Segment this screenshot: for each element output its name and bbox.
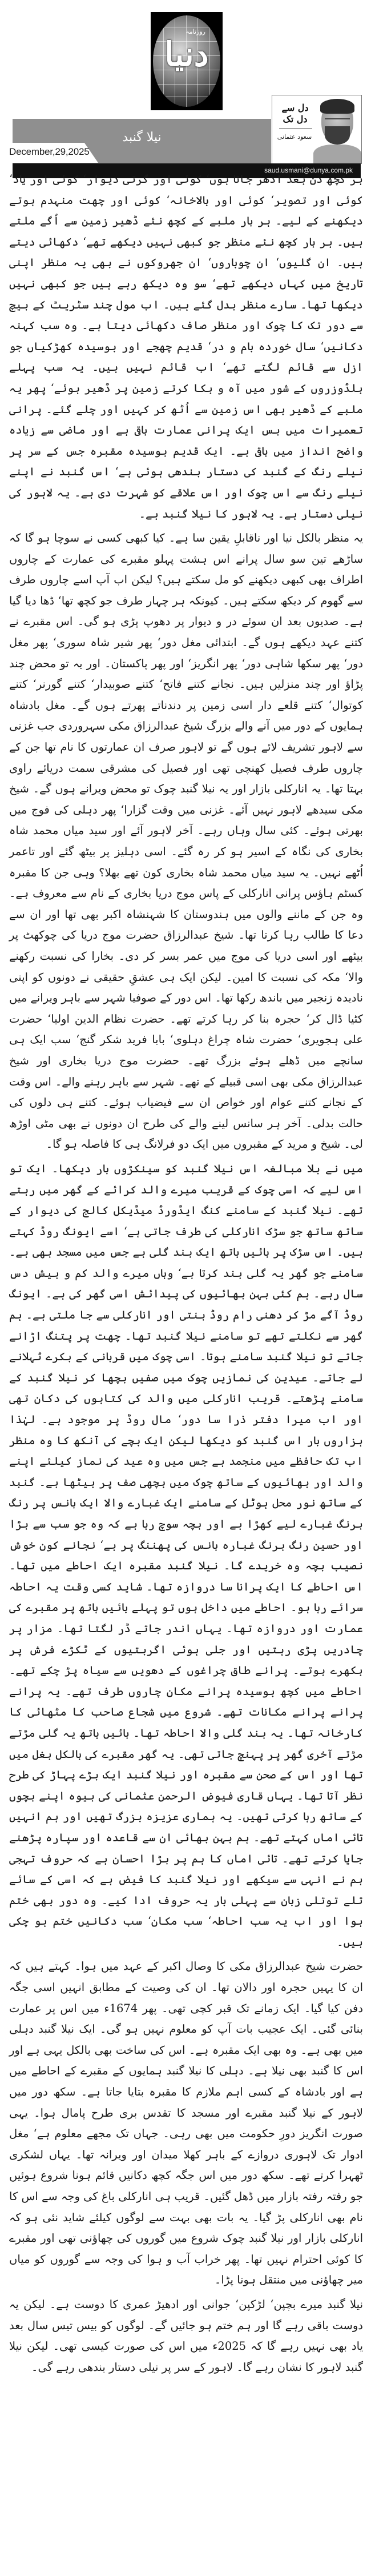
article-paragraph: نیلا گنبد میرے بچپن‘ لڑکپن‘ جوانی اور ادھیڑ عمری کا دوست ہے۔ لیکن یہ دوست باقی رہے گا اور ہم ختم ہو جائیں گے۔ لوگوں کو بیس تیس سال بعد یاد بھی نہیں رہے گا کہ 2025ء میں اس کی صورت کیسی تھی۔ لیکن نیلا گنبد لاہور کا نشان رہے گا۔ لاہور کے سر پر نیلی دستار بندھی رہے گی۔ <box>9 2297 363 2374</box>
column-title: نیلا گنبد <box>122 130 162 145</box>
author-photo-hair <box>320 99 354 114</box>
author-name: سعود عثمانی <box>277 133 312 141</box>
logo-wordmark: دنیا <box>164 35 209 74</box>
article-body <box>9 169 363 2381</box>
author-card <box>272 95 362 164</box>
article-paragraph: حضرت شیخ عبدالرزاق مکی کا وصال اکبر کے عہد میں ہوا۔ کہتے ہیں کہ ان کا یہیں حجرہ اور دالان تھا۔ ان کی وصیت کے مطابق انہیں اسی جگہ دفن کیا گیا۔ ایک زمانے تک قبر کچی تھی۔ پھر 1674ء میں اس پر عمارت بنائی گئی۔ ایک عجیب بات آپ کو معلوم نہیں ہو گی۔ ایک نیلا گنبد دہلی میں بھی ہے۔ وہ بھی ایک مقبرہ ہے۔ اس کی ساخت بھی بالکل یہی ہے اور اس کا گنبد بھی نیلا ہے۔ دہلی کا نیلا گنبد ہمایوں کے مقبرے کے احاطے میں ہے اور بادشاہ کے کسی اہم ملازم کا مقبرہ بتایا جاتا ہے۔ سکھ دور میں لاہور کے نیلا گنبد مقبرے اور مسجد کا تقدس بری طرح پامال ہوا۔ یہی صورت انگریز دورِ حکومت میں بھی رہی۔ جہاں تک مجھے معلوم ہے‘ مغل ادوار تک لاہوری دروازے کے باہر کھلا میدان اور ویرانہ تھا۔ یہاں لشکری ٹھہرا کرتے تھے۔ سکھ دور میں اس جگہ کچھ دکانیں قائم ہونا شروع ہوئیں جو رفتہ رفتہ بازار میں ڈھل گئیں۔ قریب ہی انارکلی باغ کی وجہ سے اس کا نام بھی انارکلی پڑ گیا۔ یہ بات بھی بہت سے لوگوں کیلئے شاید نئی ہو کہ انارکلی بازار اور نیلا گنبد چوک شروع میں گوروں کی چھاؤنی تھی اور مقبرے کا کوئی احترام نہیں تھا۔ پھر خراب آب و ہوا کی وجہ سے گوروں کو میاں میر چھاؤنی میں منتقل ہونا پڑا۔ <box>9 1960 364 2287</box>
author-photo-glasses <box>325 118 350 124</box>
newspaper-logo <box>151 12 223 110</box>
article-paragraph: میں نے بلا مبالغہ اس نیلا گنبد کو سینکڑوں بار دیکھا۔ ایک تو اس لیے کہ اسی چوک کے قریب میرے والد کرائے کے گھر میں رہتے تھے۔ نیلا گنبد کے سامنے کنگ ایڈورڈ میڈیکل کالج کی دیوار کے ساتھ ساتھ جو سڑک انارکلی کی طرف جاتی ہے‘ اسے ایونگ روڈ کہتے ہیں۔ اس سڑک پر بائیں ہاتھ ایک بند گلی ہے جس میں مسجد بھی ہے۔ سامنے جو گھر یہ گلی بند کرتا ہے‘ وہاں میرے والد کم و بیش دس سال رہے۔ ہم کئی بہن بھائیوں کی پیدائش اسی گھر کی ہے۔ ایونگ روڈ آگے مڑ کر دھنی رام روڈ بنتی اور انارکلی سے جا ملتی ہے۔ ہم گھر سے نکلتے تھے تو سامنے نیلا گنبد تھا۔ چھت پر پتنگ اڑانے جاتے تو نیلا گنبد سامنے ہوتا۔ اسی چوک میں قربانی کے بکرے ٹہلانے لے جاتے۔ عیدین کی نمازیں چوک میں صفیں بچھا کر نیلا گنبد کے سامنے پڑھتے۔ قریب انارکلی میں والد کی کتابوں کی دکان تھی اور اب میرا دفتر ذرا سا دور‘ مال روڈ پر موجود ہے۔ لہٰذا ہزاروں بار اس گنبد کو دیکھا لیکن ایک بچے کی آنکھ کا وہ منظر اب تک حافظے میں منجمد ہے جس میں وہ عید کی نماز کیلئے اپنے والد اور بھائیوں کے ساتھ چوک میں بچھی صف پر بیٹھا ہے۔ گنبد کے ساتھ نور محل ہوٹل کے سامنے ایک غبارے والا ایک بانس پر رنگ برنگ غبارے لیے کھڑا ہے اور بچہ سوچ رہا ہے کہ وہ جو سب سے بڑا اور حسین رنگ برنگ غبارہ بانس کی پھننگ پر ہے‘ نجانے کون خوش نصیب بچہ وہ خریدے گا۔ نیلا گنبد مقبرہ ایک احاطے میں تھا۔ اس احاطے کا ایک پرانا سا دروازہ تھا۔ شاید کسی وقت یہ احاطہ سرائے رہا ہو۔ احاطے میں داخل ہوں تو پہلے بائیں ہاتھ پر مقبرے کی عمارت اور دروازہ تھا۔ یہاں اندر جاتے ڈر لگتا تھا۔ مزار پر چادریں پڑی رہتیں اور جلی ہوئی اگربتیوں کے ٹکڑے فرش پر بکھرے ہوتے۔ پرانے طاق چراغوں کے دھویں سے سیاہ پڑ چکے تھے۔ احاطے میں کچھ بوسیدہ پرانے مکان چاروں طرف تھے۔ یہ پرانے پرانے پرانے مکانات تھے۔ شروع میں شجاع صاحب کا مٹھائی کا کارخانہ تھا۔ یہ بند گلی والا احاطہ تھا۔ بائیں ہاتھ یہ گلی مڑتے مڑتے آخری گھر پر پہنچ جاتی تھی۔ یہ گھر مقبرے کی بالکل بغل میں تھا اور اس کے صحن سے مقبرہ اور نیلا گنبد ایک بڑے پہاڑ کی طرح نظر آتا تھا۔ یہاں قاری فیوض الرحمن عثمانی کی بیوہ اپنے بچوں کے ساتھ رہا کرتی تھیں۔ یہ ہماری عزیزہ بزرگ تھیں اور ہم انہیں تائی اماں کہتے تھے۔ ہم بہن بھائی ان سے قاعدہ اور سپارہ پڑھنے جایا کرتے تھے۔ تائی اماں کا ہم پر بڑا احسان ہے کہ حروف تہجی ہم نے انہی سے سیکھے اور نیلا گنبد کا فیض ہے کہ اسی کے سائے تلے توتلی زبان سے پہلی بار یہ حروف ادا کیے۔ وہ دور بھی ختم ہوا اور اب یہ سب احاطہ‘ سب مکان‘ سب دکانیں ختم ہو چکی ہیں۔ <box>9 1161 363 1949</box>
publish-date: December,29,2025 <box>9 146 90 157</box>
article-paragraph: ہر کچھ دن بعد ادھر جاتا ہوں‘ کوئی اور گرتی دیوار‘ کوئی اور یاد‘ کوئی اور تصویر‘ کوئی اور بالاخانہ‘ کوئی اور چھت منہدم ہوتے دیکھنے کے لیے۔ ہر بار ملبے کے کچھ نئے ڈھیر زمین سے اُگے ملتے ہیں۔ ہر بار کچھ نئے منظر جو کبھی نہیں دیکھے تھے‘ دکھائی دیتے ہیں۔ ان گلیوں‘ ان چوباروں‘ ان جھروکوں نے بھی یہ منظر اپنی تاریخ میں کہاں دیکھے تھے‘ سو وہ دیکھ رہے ہیں جو کبھی نہیں دیکھا تھا۔ سارے منظر بدل گئے ہیں۔ اب مول چند سٹریٹ کے بیچ سے دور تک کا چوک اور منظر صاف دکھائی دیتا ہے۔ وہ سب کہنہ دکانیں‘ سال خوردہ بام و در‘ قدیم چھجے اور بوسیدہ کھڑکیاں جو ازل سے قائم لگتے تھے‘ اب قائم نہیں ہیں۔ یہ سب پہلے بلڈوزروں کے شور میں آہ و بکا کرتے زمین پر ڈھیر ہوئے‘ پھر یہ ملبے کے ڈھیر بھی اس زمین سے اُٹھ کر کہیں اور چلے گئے۔ پرانی تعمیرات میں بس ایک پرانی عمارت باقی ہے اور ماضی سے زیادہ واضح انداز میں باقی ہے۔ ایک قدیم بوسیدہ مقبرہ جس کے سر پر نیلے رنگ کے گنبد کی دستار بندھی ہوئی ہے‘ اس گنبد نے اپنے نیلے رنگ سے اس چوک اور اس علاقے کو شہرت دی ہے۔ یہ لاہور کی نیلی دستار ہے۔ یہ لاہور کا نیلا گنبد ہے۔ <box>9 173 363 520</box>
author-photo-shoulders <box>313 145 361 164</box>
logo-subtitle: روزنامہ <box>186 28 205 35</box>
author-photo <box>313 98 361 164</box>
column-name: دل سے دل تک <box>281 102 309 125</box>
article-paragraph: یہ منظر بالکل نیا اور ناقابلِ یقین سا ہے۔ کیا کبھی کسی نے سوچا ہو گا کہ ساڑھے تین سو سال پرانے اس ہشت پہلو مقبرے کی عمارت کے چاروں اطراف بھی کبھی دیکھنے کو مل سکتے ہیں؟ لیکن اب آپ اسے چاروں طرف سے گھوم کر دیکھ سکتے ہیں۔ کیونکہ ہر چہار طرف جو کچھ تھا‘ ڈھا دیا گیا ہے۔ صدیوں بعد ان سوئے در و دیوار پر دھوپ پڑی ہو گی۔ اس مقبرے نے کتنے عہد دیکھے ہوں گے۔ ابتدائی مغل دور‘ پھر شیر شاہ سوری‘ پھر مغل دور‘ پھر سکھا شاہی دور‘ پھر انگریز‘ اور پھر پاکستان۔ اور یہ تو محض چند پڑاؤ اور چند منزلیں ہیں۔ نجانے کتنے فاتح‘ کتنے صوبیدار‘ کتنے گورنر‘ کتنے کوتوال‘ کتنے قلعے دار اسی زمین پر دندناتے پھرتے ہوں گے۔ مغل بادشاہ ہمایوں کے دور میں آنے والے بزرگ شیخ عبدالرزاق مکی سہروردی جب غزنی سے لاہور تشریف لائے ہوں گے تو لاہور صرف ان عمارتوں کا نام تھا جن کے چاروں طرف فصیل کھنچی تھی اور فصیل کی مشرقی سمت دریائے راوی بہتا تھا۔ یہ انارکلی بازار اور یہ نیلا گنبد چوک تو محض ویرانے ہوں گے۔ شیخ مکی سیدھے لاہور نہیں آئے۔ غزنی میں وقت گزارا‘ پھر دہلی کی فوج میں بھرتی ہوئے۔ کئی سال وہاں رہے۔ آخر لاہور آئے اور سید میاں محمد شاہ بخاری کی نگاہ کے اسیر ہو کر رہ گئے۔ اسی دہلیز پر بیٹھ گئے اور تاعمر اُٹھے نہیں۔ یہ سید میاں محمد شاہ بخاری کون تھے بھلا؟ وہی جن کا مقبرہ کسٹم ہاؤس پرانی انارکلی کے پاس موج دریا بخاری کے نام سے معروف ہے۔ وہ جن کے ماننے والوں میں ہندوستان کا شہنشاہ اکبر بھی تھا اور ان سے دعا کا طالب رہا کرتا تھا۔ شیخ عبدالرزاق حضرت موج دریا کی چوکھٹ پر بیٹھے اور اسی دریا کی موج میں عمر بسر کر دی۔ بخارا کی نسبت رکھنے والا‘ مکہ کی نسبت کا امین۔ لیکن ایک ہی عشقِ حقیقی نے دونوں کو اپنی نادیدہ زنجیر میں باندھ رکھا تھا۔ اس دور کے صوفیا شہر سے باہر ویرانے میں کٹیا ڈال کر‘ حجرہ بنا کر رہا کرتے تھے۔ حضرت نظام الدین اولیا‘ حضرت علی ہجویری‘ حضرت شاہ چراغ دہلوی‘ بابا فرید شکر گنج‘ سب ایک ہی سانچے میں ڈھلے ہوئے بزرگ تھے۔ حضرت موج دریا بخاری اور شیخ عبدالرزاق مکی بھی اسی قبیلے کے تھے۔ شہر سے باہر رہنے والے۔ اس وقت کے نجانے کتنے عوام اور خواص ان سے فیضیاب ہوئے۔ کتنے ہی دلوں کی حالت بدلی۔ آخر ہر سانس لینے والے کی طرح ان دونوں نے بھی مٹی اوڑھ لی۔ شیخ و مرید کے مقبروں میں ایک دو فرلانگ ہی کا فاصلہ ہو گا۔ <box>9 531 363 1151</box>
author-photo-beard <box>325 126 350 145</box>
author-email-link[interactable]: saud.usmani@dunya.com.pk <box>264 166 353 174</box>
